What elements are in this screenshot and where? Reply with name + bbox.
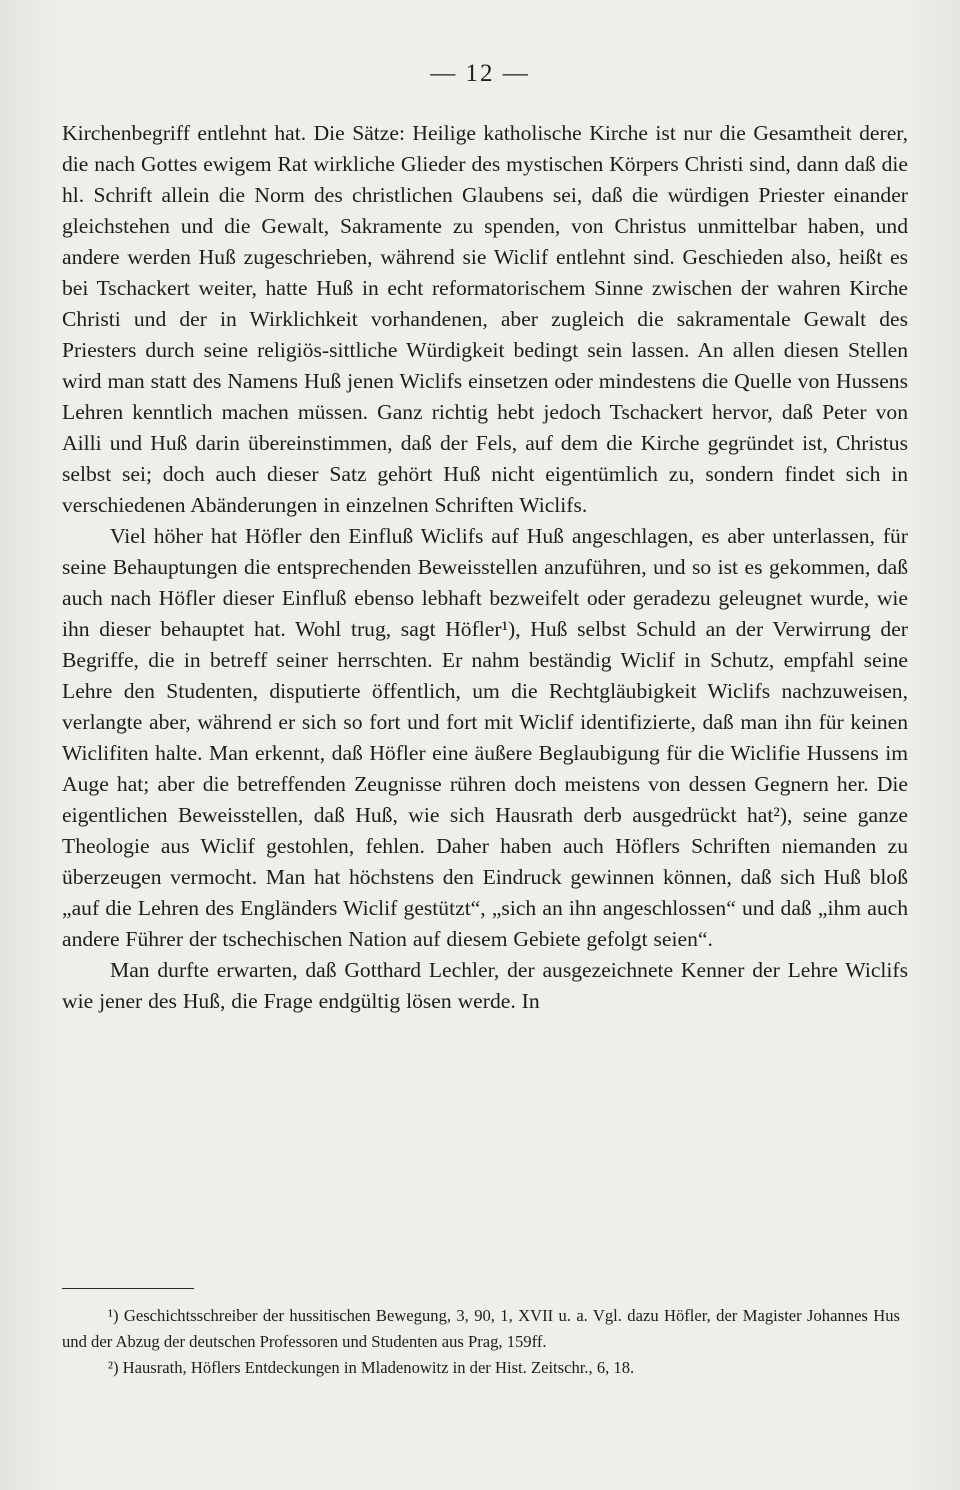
paragraph-1: Kirchenbegriff entlehnt hat. Die Sätze: Heilige katholische Kirche ist nur die Gesamtheit derer, die nach Gottes ewigem Rat wirkliche Glieder des mystischen Körpers Christi sind, dann daß die hl. Schrift allein die Norm des christlichen Glaubens sei, daß die würdigen Priester einander gleichstehen und die Gewalt, Sakramente zu spenden, von Christus unmittelbar haben, und andere werden Huß zugeschrieben, während sie Wiclif entlehnt sind. Geschieden also, heißt es bei Tschackert weiter, hatte Huß in echt reformatorischem Sinne zwischen der wahren Kirche Christi und der in Wirklichkeit vorhandenen, aber zugleich die sakramentale Gewalt des Priesters durch seine religiös-sittliche Würdigkeit bedingt sein lassen. An allen diesen Stellen wird man statt des Namens Huß jenen Wiclifs einsetzen oder mindestens die Quelle von Hussens Lehren kenntlich machen müssen. Ganz richtig hebt jedoch Tschackert hervor, daß Peter von Ailli und Huß darin übereinstimmen, daß der Fels, auf dem die Kirche gegründet ist, Christus selbst sei; doch auch dieser Satz gehört Huß nicht eigentümlich zu, sondern findet sich in verschiedenen Abänderungen in einzelnen Schriften Wiclifs.: [62, 121, 908, 517]
paragraph-2: Viel höher hat Höfler den Einfluß Wiclifs auf Huß angeschlagen, es aber unterlassen, für seine Behauptungen die entsprechenden Beweisstellen anzuführen, und so ist es gekommen, daß auch nach Höfler dieser Einfluß ebenso lebhaft bezweifelt oder geradezu geleugnet wurde, wie ihn dieser behauptet hat. Wohl trug, sagt Höfler¹), Huß selbst Schuld an der Verwirrung der Begriffe, die in betreff seiner herrschten. Er nahm beständig Wiclif in Schutz, empfahl seine Lehre den Studenten, disputierte öffentlich, um die Rechtgläubigkeit Wiclifs nachzuweisen, verlangte aber, während er sich so fort und fort mit Wiclif identifizierte, daß man ihn für keinen Wiclifiten halte. Man erkennt, daß Höfler eine äußere Beglaubigung für die Wiclifie Hussens im Auge hat; aber die betreffenden Zeugnisse rühren doch meistens von dessen Gegnern her. Die eigentlichen Beweisstellen, daß Huß, wie sich Hausrath derb ausgedrückt hat²), seine ganze Theologie aus Wiclif gestohlen, fehlen. Daher haben auch Höflers Schriften niemanden zu überzeugen vermocht. Man hat höchstens den Eindruck gewinnen können, daß sich Huß bloß „auf die Lehren des Engländers Wiclif gestützt“, „sich an ihn angeschlossen“ und daß „ihm auch andere Führer der tschechischen Nation auf diesem Gebiete gefolgt seien“.: [62, 524, 908, 951]
paragraph-3: Man durfte erwarten, daß Gotthard Lechler, der ausgezeichnete Kenner der Lehre Wiclifs wie jener des Huß, die Frage endgültig lösen werde. In: [62, 958, 908, 1013]
page-number: — 12 —: [430, 60, 530, 87]
footnote-2: ²) Hausrath, Höflers Entdeckungen in Mladenowitz in der Hist. Zeitschr., 6, 18.: [108, 1358, 635, 1377]
footnote-separator: [62, 1288, 194, 1289]
body-text: [62, 118, 908, 1017]
footnotes: [62, 1303, 900, 1381]
footnote-1: ¹) Geschichtsschreiber der hussitischen Bewegung, 3, 90, 1, XVII u. a. Vgl. dazu Höfler, der Magister Johannes Hus und der Abzug der deutschen Professoren und Studenten aus Prag, 159ff.: [62, 1306, 900, 1351]
